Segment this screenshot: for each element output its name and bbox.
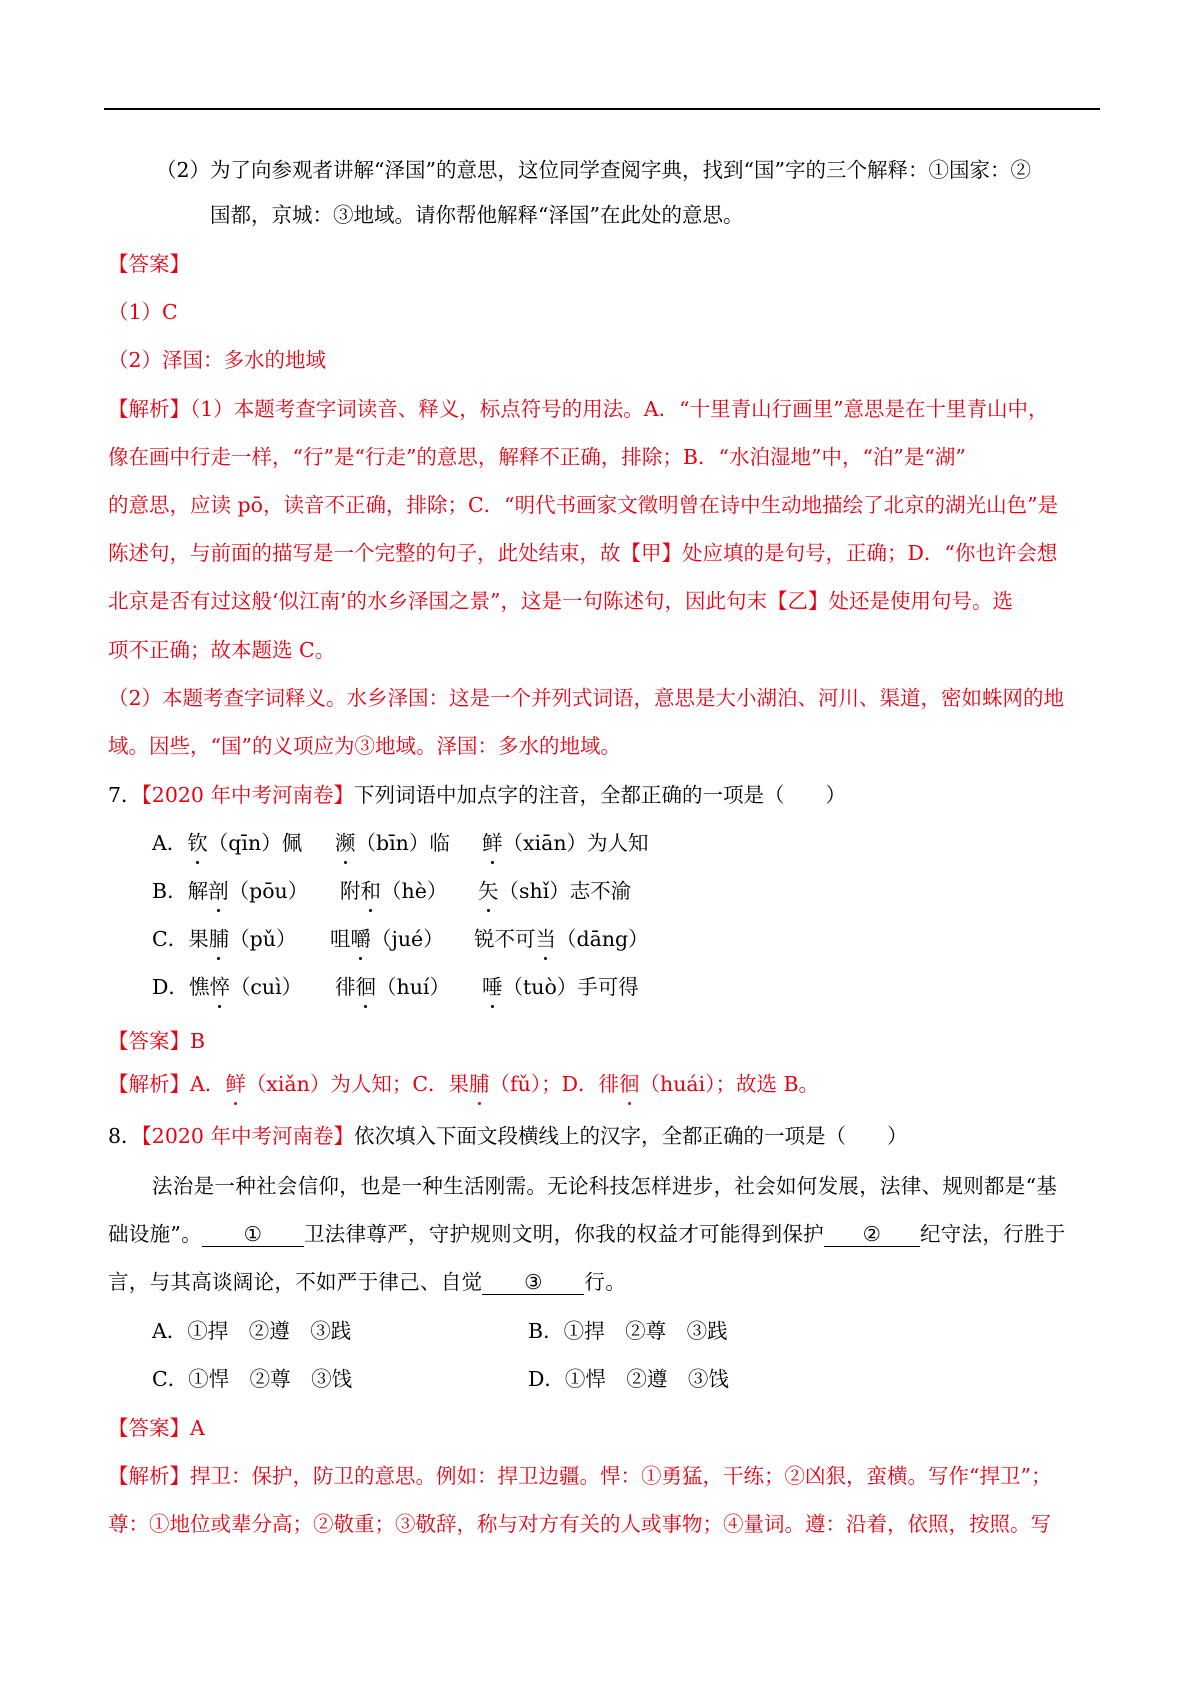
q8-number: 8． — [108, 1124, 142, 1148]
dotted-char: 嚼 — [350, 927, 371, 951]
pinyin: （shǐ）志不渝 — [498, 879, 632, 903]
word-part: 附 — [340, 879, 361, 903]
q6-analysis-line: 像在画中行走一样，“行”是“行走”的意思，解释不正确，排除；B．“水泊湿地”中，“泊”是“湖” — [108, 445, 966, 469]
q6-answer-label: 【答案】 — [108, 252, 190, 276]
q8-option-b[interactable]: B．①捍 ②尊 ③践 — [528, 1319, 728, 1343]
word-part: 咀 — [330, 927, 351, 951]
dotted-char: 脯 — [208, 927, 230, 951]
blank-3: ③ — [482, 1270, 584, 1295]
dotted-char: 和 — [360, 879, 381, 903]
q6-analysis-line: 域。因些，“国”的义项应为③地域。泽国：多水的地域。 — [108, 734, 621, 758]
q7-option-a[interactable] — [152, 829, 649, 857]
option-label: C． — [152, 927, 189, 951]
q8-stem-line — [108, 1122, 907, 1150]
q6-analysis-line: 【解析】（1）本题考查字词读音、释义，标点符号的用法。A．“十里青山行画里”意思是在十里青山中， — [108, 397, 1049, 421]
pinyin: （tuò）手可得 — [502, 975, 639, 999]
dotted-char: 悴 — [209, 975, 230, 999]
q8-option-a[interactable]: A．①捍 ②遵 ③践 — [152, 1319, 352, 1343]
word-part: 锐不可 — [474, 927, 536, 951]
q8-option-d[interactable]: D．①悍 ②遵 ③饯 — [528, 1367, 729, 1391]
dotted-char: 濒 — [335, 831, 356, 855]
q8-passage-line1: 法治是一种社会信仰，也是一种生活刚需。无论科技怎样进步，社会如何发展，法律、规则都是“基 — [152, 1174, 1058, 1198]
q6-sub2-line2: 国都，京城：③地域。请你帮他解释“泽国”在此处的意思。 — [210, 203, 744, 227]
q7-option-c[interactable] — [152, 925, 649, 953]
dotted-char: 鲜 — [482, 831, 503, 855]
analysis-text: （xiǎn）为人知；C．果 — [245, 1072, 470, 1096]
q6-analysis-line: 的意思，应读 pō，读音不正确，排除；C．“明代书画家文徵明曾在诗中生动地描绘了北京的湖光山色”是 — [108, 493, 1059, 517]
dotted-char: 徊 — [619, 1072, 640, 1096]
dotted-char: 徊 — [355, 975, 376, 999]
q7-answer: 【答案】B — [108, 1029, 206, 1053]
q6-analysis-line: 北京是否有过这般‘似江南’的水乡泽国之景”，这是一句陈述句，因此句末【乙】处还是使用句号。选 — [108, 589, 1014, 613]
passage-text: 卫法律尊严，守护规则文明，你我的权益才可能得到保护 — [303, 1222, 824, 1246]
word-part: 憔 — [188, 975, 210, 999]
dotted-char: 唾 — [482, 975, 503, 999]
dotted-char: 鲜 — [225, 1072, 246, 1096]
pinyin: （bīn）临 — [355, 831, 450, 855]
q8-analysis-line1: 【解析】捍卫：保护，防卫的意思。例如：捍卫边疆。悍：①勇猛，干练；②凶狠，蛮横。写作“捍卫”； — [108, 1464, 1052, 1488]
word-part: 徘 — [335, 975, 356, 999]
q7-stem: 下列词语中加点字的注音，全都正确的一项是（ ） — [353, 783, 846, 807]
passage-text: 纪守法，行胜于 — [919, 1222, 1066, 1246]
passage-text: 言，与其高谈阔论，不如严于律己、自觉 — [108, 1270, 483, 1294]
q7-stem-line — [108, 781, 846, 809]
q8-option-c[interactable]: C．①悍 ②尊 ③饯 — [152, 1367, 353, 1391]
q8-stem: 依次填入下面文段横线上的汉字，全都正确的一项是（ ） — [353, 1124, 908, 1148]
q6-answer-2: （2）泽国：多水的地域 — [108, 348, 327, 372]
blank-2: ② — [824, 1222, 920, 1247]
pinyin: （pōu） — [228, 879, 309, 903]
q8-passage-line2 — [108, 1220, 1066, 1248]
q7-analysis — [108, 1070, 819, 1098]
dotted-char: 钦 — [187, 831, 208, 855]
pinyin: （dāng） — [556, 927, 649, 951]
analysis-text: （huái）；故选 B。 — [639, 1072, 820, 1096]
q6-analysis-line: 项不正确；故本题选 C。 — [108, 638, 336, 662]
word-part: 果 — [188, 927, 209, 951]
option-label: B． — [152, 879, 188, 903]
dotted-char: 当 — [535, 927, 556, 951]
passage-text: 础设施”。 — [108, 1222, 202, 1246]
header-rule — [104, 108, 1100, 110]
pinyin: （xiān）为人知 — [502, 831, 649, 855]
q7-option-b[interactable] — [152, 877, 632, 905]
option-label: D． — [152, 975, 189, 999]
q8-analysis-line2: 尊：①地位或辈分高；②敬重；③敬辞，称与对方有关的人或事物；④量词。遵：沿着，依照，按照。写 — [108, 1512, 1051, 1536]
q8-answer: 【答案】A — [108, 1416, 205, 1440]
q6-analysis-line: （2）本题考查字词释义。水乡泽国：这是一个并列式词语，意思是大小湖泊、河川、渠道，密如蛛网的地 — [108, 686, 1065, 710]
q6-analysis-line: 陈述句，与前面的描写是一个完整的句子，此处结束，故【甲】处应填的是句号，正确；D．“你也许会想 — [108, 541, 1058, 565]
q8-source: 【2020 年中考河南卷】 — [141, 1124, 354, 1148]
passage-text: 行。 — [584, 1270, 627, 1294]
dotted-char: 矢 — [478, 879, 499, 903]
q7-source: 【2020 年中考河南卷】 — [141, 783, 354, 807]
q6-sub2-line1: （2）为了向参观者讲解“泽国”的意思，这位同学查阅字典，找到“国”字的三个解释：①国家：② — [156, 158, 1031, 182]
word-part: 解 — [187, 879, 209, 903]
analysis-text: 【解析】A． — [108, 1072, 226, 1096]
pinyin: （hè） — [381, 879, 448, 903]
q7-number: 7． — [108, 783, 142, 807]
dotted-char: 脯 — [469, 1072, 490, 1096]
pinyin: （cuì） — [229, 975, 303, 999]
q6-answer-1: （1）C — [108, 300, 178, 324]
pinyin: （pǔ） — [229, 927, 297, 951]
analysis-text: （fǔ）；D．徘 — [489, 1072, 620, 1096]
dotted-char: 剖 — [208, 879, 229, 903]
option-label: A． — [152, 831, 188, 855]
q8-passage-line3 — [108, 1268, 626, 1296]
pinyin: （jué） — [371, 927, 444, 951]
pinyin: （qīn）佩 — [207, 831, 303, 855]
q7-option-d[interactable] — [152, 973, 639, 1001]
blank-1: ① — [202, 1222, 304, 1247]
pinyin: （huí） — [376, 975, 450, 999]
